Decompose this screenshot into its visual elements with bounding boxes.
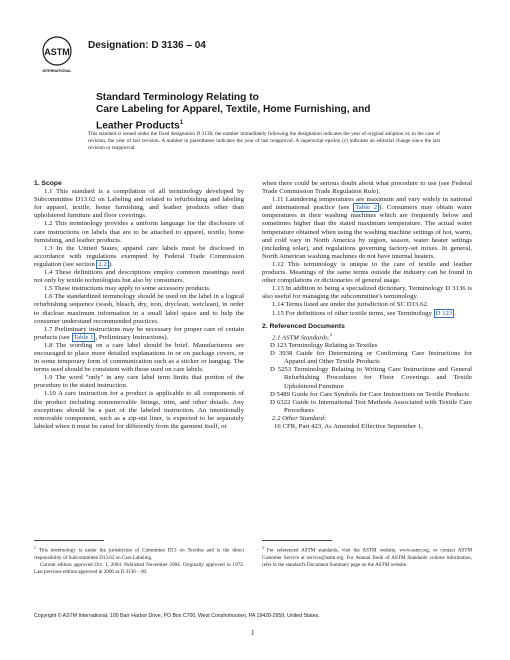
designation: Designation: D 3136 – 04 [88, 40, 206, 51]
document-title [96, 92, 426, 133]
para-1-12: 1.12 This terminology is unique to the care of textile and leather products. Meanings of the same terms outside the industry can be found in other compilations or dictionaries of general usage. [262, 260, 472, 285]
table-2-link[interactable]: Table 2 [355, 204, 378, 212]
d123-link[interactable]: D 123 [435, 309, 453, 317]
section-link-2-2[interactable]: 2.2 [98, 260, 107, 268]
para-1-8: 1.8 The wording on a care label should be brief. Manufacturers are encouraged to place more detailed explanations in or on package covers, or in some temporary form of communication such as a sticker or hangtag. The terms used should be consistent with those used on care labels. [34, 341, 244, 374]
title-footnote-mark: 1 [179, 119, 184, 126]
footnote-2: $^2$ For referenced ASTM standards, visit the ASTM website, www.astm.org, or contact ASTM Customer Service at service@astm.org. For Annual Book of ASTM Standards volume information, refer to the standard's Document Summary page on the ASTM website. [262, 546, 472, 568]
para-1-15: 1.15 For definitions of other textile terms, see Terminology D 123 . [272, 309, 456, 317]
footnotes-left [34, 545, 244, 576]
para-1-4: 1.4 These definitions and descriptions employ common meanings used not only by textile technologists but also by consumers. [34, 269, 244, 285]
astm-logo [40, 36, 74, 74]
section-heading-referenced-documents: 2. Referenced Documents [262, 322, 345, 330]
para-1-5: 1.5 These instructions may apply to some accessory products. [44, 285, 211, 293]
section-heading-scope: 1. Scope [34, 180, 62, 187]
table-1-link[interactable]: Table 1 [73, 333, 94, 341]
para-1-1: 1.1 This standard is a compilation of all terminology developed by Subcommittee D13.62 on Labeling and related to refurbishing and labeling for apparel, textile, home furnishing, and leather products other than upholstered furniture and floor coverings. [34, 188, 244, 220]
ref-item: D 5489 Guide for Care Symbols for Care Instructions on Textile Products [270, 390, 470, 398]
svg-text:INTERNATIONAL: INTERNATIONAL [42, 69, 72, 73]
page-number: 1 [251, 629, 255, 637]
svg-text:ASTM: ASTM [44, 47, 70, 57]
title-line-2: Care Labeling for Apparel, Textile, Home Furnishing, and [96, 104, 371, 116]
ref-item: D 5253 Terminology Relating to Writing Care Instructions and General Refurbishing Procedures for Floor Coverings and Textile Upholstered Furniture [270, 366, 472, 390]
para-1-13: 1.13 In addition to being a specialized dictionary, Terminology D 3136 is also useful for managing the subcommittee's terminology. [262, 285, 472, 301]
para-1-14: 1.14 Terms listed are under the jurisdiction of SC D13.62. [272, 301, 429, 309]
footnote-divider [34, 540, 104, 541]
footnote-divider [262, 540, 332, 541]
para-1-11: 1.11 Laundering temperatures are maximum and vary widely in national and international practice (see Table 2 ). Consumers may obtain water temperatures in their washing machines which are frequently below and sometimes higher than the stated maximum temperature. The actual water temperature obtained when using the washing machine settings of hot, warm, and cold vary in North America by region, season, water heater settings (including solar), and regulations governing factory-set mixes. In general, North American washing machines do not have internal heaters. [262, 196, 472, 260]
para-1-6: 1.6 The standardized terminology should be used on the label in a logical refurbishing sequence (wash, bleach, dry, iron, dryclean, wetclean), in order to disclose maximum information in a small label space and to help the consumer understand recommended practices. [34, 293, 244, 325]
footnote-1: $^1$ This terminology is under the jurisdiction of Committee D13 on Textiles and is the direct responsibility of Subcommittee D13.62 on Care Labeling. [34, 546, 245, 561]
para-1-7: 1.7 Preliminary instructions may be necessary for proper care of certain products (see Table 1 , Preliminary Instructions). [34, 325, 244, 341]
ref-item: D 3938 Guide for Determining or Confirming Care Instructions for Apparel and Other Textile Products [270, 350, 472, 366]
para-1-3: 1.3 In the United States, apparel care labels must be disclosed in accordance with regulations exempted by Federal Trade Commission regulation (see section 2.2 ). [34, 244, 244, 268]
other-standard-heading: 2.2 Other Standard: [272, 414, 327, 422]
title-line-1: Standard Terminology Relating to [96, 92, 259, 103]
para-1-10-continued: when there could be serious doubt about what procedure to use (see Federal Trade Commission Trade Regulation Rule). [262, 180, 472, 196]
footnotes-right [262, 545, 472, 569]
para-1-9: 1.9 The word "only" in any care label term limits that portion of the procedure to the stated instruction. [34, 374, 244, 390]
issuance-notice: This standard is issued under the fixed designation D 3136; the number immediately following the designation indicates the year of original adoption or, in the case of revision, the year of last revision. A number in parentheses indicates the year of last reapproval. A superscript epsilon (ε) indicates an editorial change since the last revision or reapproval. [88, 131, 440, 152]
copyright-line: Copyright © ASTM International, 100 Barr Harbor Drive, PO Box C700, West Conshohocken, PA 19428-2959, United States. [34, 613, 320, 619]
para-1-10: 1.10 A care instruction for a product is applicable to all components of the product including nonremovable linings, trim, and other details. Any exceptions should be a part of the labeled instruction. An intentionally removable component, such as a zip-out liner, is expected to be separately labeled when it must be cared for differently from the garment itself, or [34, 390, 244, 430]
ref-item: D 123 Terminology Relating to Textiles [270, 342, 378, 350]
other-standard-item: 16 CFR, Part 423, As Amended Effective September 1, [274, 422, 423, 430]
ref-item: D 6322 Guide to International Test Methods Associated with Textile Care Procedures [270, 398, 472, 414]
title-line-3: Leather Products$^1$ [96, 119, 184, 132]
footnote-1-edition: Current edition approved Oct. 1, 2004. Published November 2004. Originally approved in 1972. Last previous edition approved in 2000 as D 3136 – 00. [34, 561, 244, 575]
left-column [34, 180, 244, 431]
astm-standards-heading: 2.1 ASTM Standards:$^2$ [272, 331, 333, 341]
para-1-2: 1.2 This terminology provides a uniform language for the disclosure of care instructions on labels that are to be attached to apparel, textile, home furnishing, and leather products. [34, 220, 244, 244]
right-column [262, 180, 472, 431]
